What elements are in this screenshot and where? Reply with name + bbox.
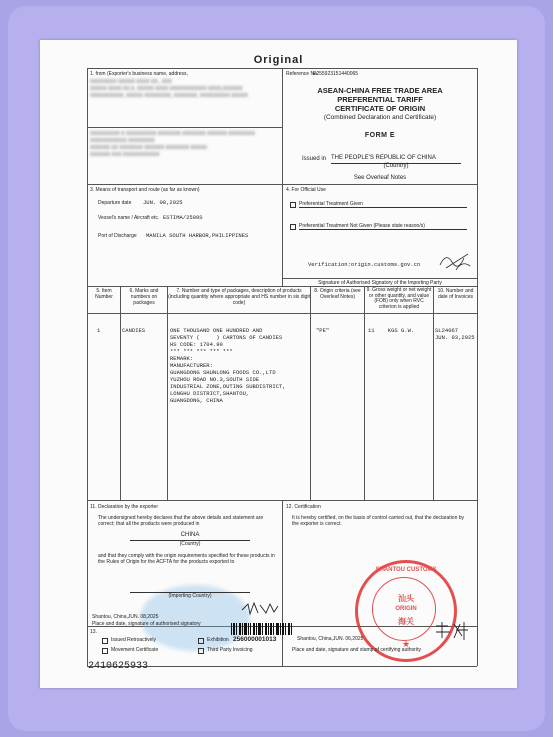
certificate-title [283,86,477,122]
stamp-cn-text-2: 海关 [398,617,414,626]
item-number: 1 [97,327,101,334]
consignee-line-2: XXXXXXXXXXX XXXXXXXX [90,138,155,144]
importing-country-caption: (Importing Country) [130,592,250,599]
official-use-heading: 4. For Official Use [286,187,326,193]
issued-retroactively-label: Issued Retroactively [111,637,157,643]
official-signature [438,250,472,272]
exporter-heading: 1. from (Exporter's business name, address, [90,71,188,77]
exhibition-checkbox[interactable] [198,638,204,644]
movement-certificate-label: Movement Certificate [111,647,159,653]
box13-heading: 13. [90,629,97,635]
desc-line: GUANGDONG SHUNLONG FOODS CO.,LTD [170,369,276,376]
transport-heading: 3. Means of transport and route (as far as known) [90,187,200,193]
port-of-discharge-label: Port of Discharge [98,233,137,239]
barcode-number: 256000001013 [233,636,277,643]
issued-in-label: Issued in [302,156,327,162]
item-description [170,327,286,404]
item-origin-criteria: "PE" [316,327,330,334]
item-invoice-date: JUN. 03,2025 [435,334,475,341]
preferential-given-checkbox[interactable] [290,202,296,208]
departure-date-value: JUN. 08,2025 [143,199,183,206]
desc-line: INDUSTRIAL ZONE,OUTING SUBDISTRICT, [170,383,286,390]
certificate-title-line-2: PREFERENTIAL TARIFF [337,95,423,104]
certifier-signature [432,620,472,642]
consignee-line-3: XXXXXX XX XXXXXXX XXXXXX XXXXXXX XXXXX [90,145,207,151]
certificate-title-line-4: (Combined Declaration and Certificate) [323,114,437,121]
certificate-document [40,40,517,688]
exhibition-label: Exhibition [207,637,229,643]
col-invoice-header: 10. Number and date of Invoices [437,288,474,300]
verification-url: Verification:origin.customs.gov.cn [308,261,421,268]
desc-line: MANUFACTURER: [170,362,213,369]
departure-date-label: Departure date [98,200,132,206]
barcode [231,623,293,635]
certification-heading: 12. Certification [286,504,321,510]
preferential-given-label: Preferential Treatment Given [299,201,467,208]
item-marks: CANDIES [122,327,146,334]
producing-country: CHINA [130,532,250,541]
exporter-name: XXXXXXXX XXXXX XXXX XX., XXX [90,79,172,85]
document-title: Original [253,54,304,66]
declaration-text-2: and that they comply with the origin requirements specified for these products in the Rules of Origin for the ACFTA for the products exported to [98,553,275,565]
preferential-not-given-label: Preferential Treatment Not Given (Please state reason/s) [299,223,467,230]
certification-place-date: Shantou, China,JUN. 06,2025 [297,636,364,642]
declaration-heading: 11. Declaration by the exporter [90,504,159,510]
signatory-caption: Signature of Authorised Signatory of the Importing Party [318,280,442,286]
see-overleaf-notes: See Overleaf Notes [353,175,407,181]
issued-in-country: THE PEOPLE'S REPUBLIC OF CHINA [331,155,461,164]
certification-place-caption: Place and date, signature and stamp of certifying authority [292,647,421,653]
vessel-value: ESTIMA/2509S [163,214,203,221]
stamp-top-text: SHANTOU CUSTOMS [375,567,437,573]
exporter-signature [240,600,280,618]
reference-number: E255923151440065 [313,71,359,77]
desc-line: YUZHOU ROAD NO.3,SOUTH SIDE [170,376,260,383]
consignee-line-1: XXXXXXXXX X XXXXXXXXX XXXXXXX XXXXXXX XXXXXX XXXXXXXX [90,131,256,137]
preferential-not-given-checkbox[interactable] [290,224,296,230]
exporter-address-1: XXXXX XXXX XX.X, XXXXX XXXX XXXXXXXXXXX XXXX,XXXXXX [90,86,243,92]
desc-line: HS CODE: 1704.90 [170,341,223,348]
stamp-cn-text-1: 汕头 [398,594,414,603]
stamp-origin-text: ORIGIN [395,606,417,612]
declaration-place-date: Shantou, China,JUN. 08,2025 [92,614,159,620]
col-origin-header: 8. Origin criteria (see Overleaf Notes) [314,288,361,300]
certificate-title-line-3: CERTIFICATE OF ORIGIN [334,104,426,113]
declaration-text-1: The undersigned hereby declares that the above details and statement are correct; that all the products were produced in [98,515,264,527]
vessel-label: Vessel's name / Aircraft etc. [98,215,160,221]
item-invoice-number: SL24067 [435,327,459,334]
col-weight-header: 9. Gross weight or net weight or other quantity, and value (FOB) only when RVC criterion is applied [366,287,432,310]
exporter-address-2: XXXXXXXXXX, XXXXX XXXXXXXX, XXXXXXX, XXXXXXXXX XXXXX [90,93,248,99]
movement-certificate-checkbox[interactable] [102,648,108,654]
desc-line: LONGHU DISTRICT,SHANTOU, [170,390,250,397]
third-party-invoicing-label: Third Party Invoicing [207,647,253,653]
desc-line: GUANGDONG, CHINA [170,397,223,404]
stamp-star-icon: ★ [401,639,411,649]
issued-in-country-caption: (Country) [383,163,409,169]
col-description-header: 7. Number and type of packages, description of products (including quantity where appropriate and HS number in six digit code) [168,288,310,306]
certificate-title-line-1: ASEAN-CHINA FREE TRADE AREA [317,86,443,95]
col-item-number-header: 5. Item Number [95,288,113,300]
certification-text: It is hereby certified, on the basis of control carried out, that the declaration by the exporter is correct. [292,515,465,527]
serial-number: 2410625933 [88,661,149,672]
issued-retroactively-checkbox[interactable] [102,638,108,644]
col-marks-header: 6. Marks and numbers on packages [129,288,159,306]
desc-line: *** *** *** *** *** [170,348,233,355]
form-name: FORM E [364,132,396,139]
port-of-discharge-value: MANILA SOUTH HARBOR,PHILIPPINES [146,232,249,239]
reference-label: Reference No. [286,71,319,77]
third-party-invoicing-checkbox[interactable] [198,648,204,654]
producing-country-caption: (Country) [179,541,201,547]
desc-line: ONE THOUSAND ONE HUNDRED AND [170,327,263,334]
desc-line: REMARK: [170,355,194,362]
consignee-line-4: XXXXXX XXX XXXXXXXXXXX [90,152,160,158]
desc-line: SEVENTY ( ) CARTONS OF CANDIES [170,334,283,341]
item-gross-weight: 11 KGS G.W. [368,327,415,334]
declaration-place-caption: Place and date, signature of authorised signatory [92,621,201,627]
